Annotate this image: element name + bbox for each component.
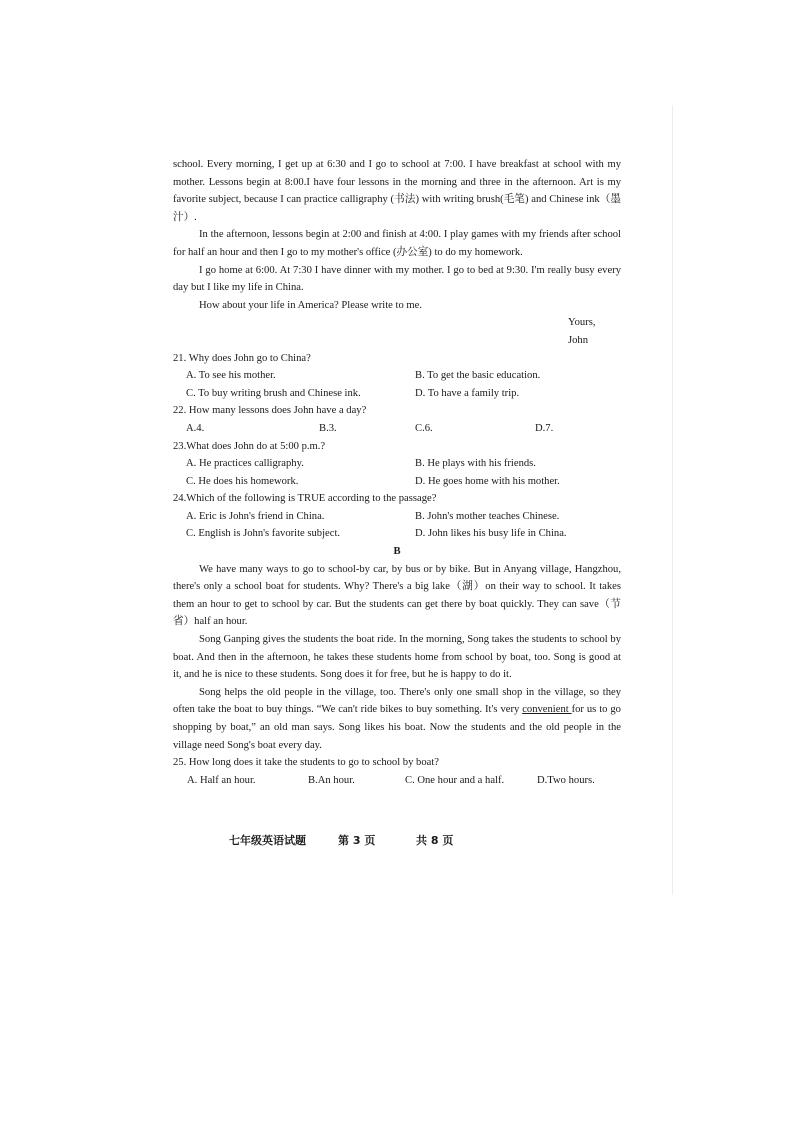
option-d: D. To have a family trip. (415, 387, 520, 399)
option-c: C. He does his homework. (186, 475, 299, 487)
option-a: A. Eric is John's friend in China. (186, 510, 325, 522)
option-b: B.An hour. (308, 774, 355, 786)
option-d: D. John likes his busy life in China. (415, 528, 567, 540)
option-a: A. Half an hour. (187, 774, 256, 786)
question-options (173, 772, 621, 790)
passage-b-paragraph-1: We have many ways to go to school-by car, by bus or by bike. But in Anyang village, Hangzhou, there's only a school boat for students. Why? There's a big lake（湖）on their way to school. It takes them an hour to get to school by car. But the students can get there by boat quickly. They can save（节省）half an hour. (173, 563, 621, 628)
letter-closing: Yours, (568, 317, 596, 329)
footer-subject: 七年级英语试题 (229, 834, 306, 847)
footer-total-pages: 共 8 页 (416, 834, 454, 847)
passage-b-paragraph-2: Song Ganping gives the students the boat ride. In the morning, Song takes the students to school by boat. And then in the afternoon, he takes these students home from school by boat, too. Song is good at it, and he is nice to these students. Song does it for free, but he is happy to do it. (173, 634, 621, 681)
option-c: C.6. (415, 422, 433, 434)
question-stem: 24.Which of the following is TRUE according to the passage? (173, 493, 437, 505)
question-stem: 21. Why does John go to China? (173, 352, 311, 364)
option-d: D.Two hours. (537, 774, 595, 786)
question-stem: 22. How many lessons does John have a day? (173, 405, 367, 417)
option-c: C. To buy writing brush and Chinese ink. (186, 387, 361, 399)
option-b: B. He plays with his friends. (415, 458, 536, 470)
question-options (173, 367, 621, 402)
exam-page (173, 156, 621, 789)
question-stem: 23.What does John do at 5:00 p.m.? (173, 440, 326, 452)
passage-a-paragraph-1: school. Every morning, I get up at 6:30 and I go to school at 7:00. I have breakfast at school with my mother. Lessons begin at 8:00.I have four lessons in the morning and three in the afternoon. Art is my favorite subject, because I can practice calligraphy (书法) with writing brush(毛笔) and Chinese ink（墨汁）. (173, 159, 621, 223)
paragraph-text: for us to go shopping by boat,” an old man says. Song likes his boat. Now the students and the old people in the village need Song's boat every day. (173, 704, 621, 751)
paragraph-text: Song helps the old people in the village, too. There's only one small shop in the village, so they often take the boat to buy things. “We can't ride bikes to buy something. It's very (173, 686, 621, 716)
option-a: A.4. (186, 422, 205, 434)
passage-a-paragraph-2: In the afternoon, lessons begin at 2:00 and finish at 4:00. I play games with my friends after school for half an hour and then I go to my mother's office (办公室) to do my homework. (173, 229, 621, 258)
question-options (173, 455, 621, 490)
question-options (173, 508, 621, 543)
question-options (173, 420, 621, 438)
option-d: D.7. (535, 422, 554, 434)
question-22 (173, 402, 621, 437)
option-b: B.3. (319, 422, 337, 434)
option-b: B. To get the basic education. (415, 370, 541, 382)
underlined-word: convenient (522, 704, 572, 716)
option-c: C. English is John's favorite subject. (186, 528, 341, 540)
passage-b-paragraph-3 (173, 684, 621, 754)
option-d: D. He goes home with his mother. (415, 475, 560, 487)
letter-signature: John (568, 334, 589, 346)
question-21 (173, 350, 621, 403)
option-c: C. One hour and a half. (405, 774, 505, 786)
option-a: A. To see his mother. (186, 370, 276, 382)
passage-a-paragraph-4: How about your life in America? Please write to me. (199, 299, 422, 311)
question-25 (173, 754, 621, 789)
passage-a-paragraph-3: I go home at 6:00. At 7:30 I have dinner with my mother. I go to bed at 9:30. I'm really busy every day but I like my life in China. (173, 264, 621, 294)
section-b-heading: B (393, 546, 401, 558)
page-edge-line (672, 105, 673, 895)
question-23 (173, 438, 621, 491)
option-b: B. John's mother teaches Chinese. (415, 510, 560, 522)
question-stem: 25. How long does it take the students to go to school by boat? (173, 757, 439, 769)
option-a: A. He practices calligraphy. (186, 458, 304, 470)
footer-page-number: 第 3 页 (338, 834, 376, 847)
question-24 (173, 490, 621, 543)
